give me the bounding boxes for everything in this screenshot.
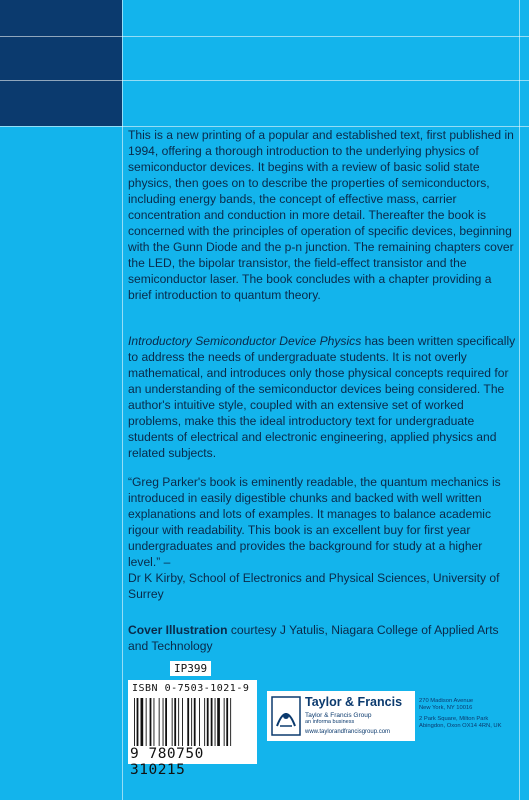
publisher-address-us: 270 Madison Avenue New York, NY 10016 [419,698,474,711]
isbn-barcode [128,680,257,778]
quote-attribution: Dr K Kirby, School of Electronics and Physical Sciences, University of Surrey [128,571,500,601]
publisher-url: www.taylorandfrancisgroup.com [305,729,391,735]
description-paragraph-1: This is a new printing of a popular and established text, first published in 1994, offering a thorough introduction to the underlying physics of semiconductor devices. It begins with a review of basic solid state physics, then goes on to describe the properties of semiconductors, including energy bands, the concept of effective mass, carrier concentration and conduction in more detail. Thereafter the book is concerned with the principles of operation of specific devices, beginning with the Gunn Diode and the p-n junction. The remaining chapters cover the LED, the bipolar transistor, the field-effect transistor and the semiconductor laser. The book concludes with a chapter providing a brief introduction to quantum theory. [128,128,514,302]
grid-line-vertical-left [122,0,123,800]
paragraph-2-text: has been written specifically to address the needs of undergraduate students. It is not overly mathematical, and introduces only those physical concepts required for an understanding of the semiconductor devices being considered. The author's intuitive style, coupled with an extensive set of worked problems, make this the ideal introductory text for undergraduate students of electrical and electronic engineering, applied physics and related subjects. [128,334,516,460]
publisher-name: Taylor & Francis [305,695,403,709]
publisher-group: Taylor & Francis Group [305,712,372,719]
description-paragraph-2 [128,333,516,461]
barcode-icon [134,698,252,746]
corner-color-block [0,0,122,126]
cover-credit-text: courtesy J Yatulis, Niagara College of Applied Arts and Technology [128,623,499,653]
publisher-subtitle: an informa business [305,719,355,725]
catalog-code: IP399 [170,661,211,676]
publisher-address-uk: 2 Park Square, Milton Park Abingdon, Oxon OX14 4RN, UK [419,716,502,729]
isbn-line: ISBN 0-7503-1021-9 [132,683,250,694]
publisher-emblem-icon [271,696,301,736]
publisher-logo [267,691,415,741]
review-quote [128,474,516,602]
grid-line-horizontal-2 [0,80,529,81]
barcode-digits: 9 780750 310215 [130,746,204,778]
grid-line-vertical-right [519,0,520,800]
cover-credit [128,622,516,654]
book-title: Introductory Semiconductor Device Physics [128,334,362,348]
quote-text: “Greg Parker's book is eminently readable, the quantum mechanics is introduced in easily digestible chunks and backed with well written explanations and lots of examples. It manages to balance academic rigour with readability. This book is an excellent buy for first year undergraduates and provides the background for study at a higher level.” – [128,475,501,569]
cover-credit-label: Cover Illustration [128,623,228,637]
grid-line-horizontal-1 [0,36,529,37]
